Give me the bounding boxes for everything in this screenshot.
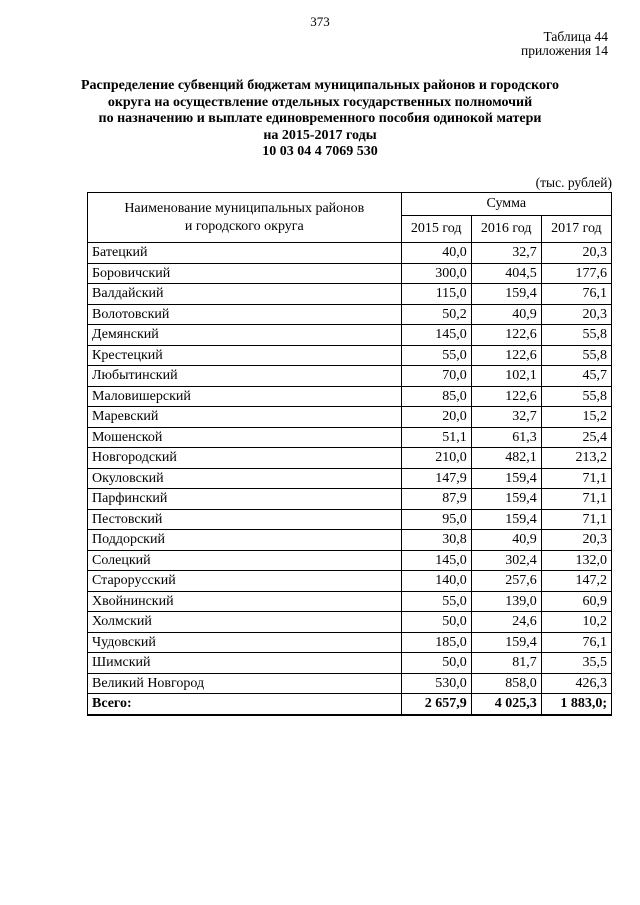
row-value-2017: 426,3	[541, 673, 611, 694]
row-value-2015: 20,0	[401, 407, 471, 428]
header-name-line1: Наименование муниципальных районов	[124, 200, 365, 216]
table-row	[88, 284, 612, 305]
subsidy-table	[87, 192, 612, 716]
row-name: Боровичский	[88, 263, 402, 284]
total-row	[88, 694, 612, 715]
row-value-2016: 257,6	[471, 571, 541, 592]
row-value-2017: 20,3	[541, 530, 611, 551]
title-line2: округа на осуществление отдельных государственных полномочий	[107, 94, 533, 110]
row-name: Батецкий	[88, 243, 402, 264]
row-value-2017: 147,2	[541, 571, 611, 592]
table-row	[88, 489, 612, 510]
row-value-2016: 139,0	[471, 591, 541, 612]
table-row	[88, 653, 612, 674]
row-value-2017: 60,9	[541, 591, 611, 612]
row-value-2016: 482,1	[471, 448, 541, 469]
row-value-2015: 30,8	[401, 530, 471, 551]
row-value-2015: 85,0	[401, 386, 471, 407]
table-row	[88, 591, 612, 612]
row-name: Любытинский	[88, 366, 402, 387]
table-row	[88, 530, 612, 551]
table-row	[88, 304, 612, 325]
row-value-2015: 530,0	[401, 673, 471, 694]
row-value-2015: 210,0	[401, 448, 471, 469]
row-name: Чудовский	[88, 632, 402, 653]
row-value-2016: 24,6	[471, 612, 541, 633]
row-value-2016: 32,7	[471, 407, 541, 428]
title-line3: по назначению и выплате единовременного пособия одинокой матери	[98, 111, 542, 126]
table-row	[88, 386, 612, 407]
row-value-2017: 45,7	[541, 366, 611, 387]
document-title	[40, 78, 600, 161]
title-line5: 10 03 04 4 7069 530	[262, 144, 378, 159]
table-row	[88, 427, 612, 448]
header-name	[88, 193, 402, 243]
row-value-2016: 102,1	[471, 366, 541, 387]
row-name: Шимский	[88, 653, 402, 674]
header-name-line2: и городского округа	[184, 218, 304, 234]
table-row	[88, 612, 612, 633]
row-name: Пестовский	[88, 509, 402, 530]
row-value-2017: 76,1	[541, 632, 611, 653]
table-row	[88, 632, 612, 653]
table-row	[88, 345, 612, 366]
table-row	[88, 243, 612, 264]
row-value-2017: 71,1	[541, 509, 611, 530]
row-value-2015: 145,0	[401, 550, 471, 571]
units-note: (тыс. рублей)	[535, 175, 612, 190]
row-value-2016: 122,6	[471, 345, 541, 366]
row-value-2017: 55,8	[541, 386, 611, 407]
row-value-2016: 858,0	[471, 673, 541, 694]
table-row	[88, 366, 612, 387]
header-year-2017: 2017 год	[541, 216, 611, 243]
row-name: Холмский	[88, 612, 402, 633]
row-value-2016: 159,4	[471, 509, 541, 530]
row-name: Маревский	[88, 407, 402, 428]
table-row	[88, 263, 612, 284]
row-value-2017: 76,1	[541, 284, 611, 305]
row-value-2017: 20,3	[541, 243, 611, 264]
table-label-line2: приложения 14	[520, 43, 608, 58]
row-value-2017: 213,2	[541, 448, 611, 469]
row-name: Крестецкий	[88, 345, 402, 366]
table-row	[88, 325, 612, 346]
row-value-2015: 147,9	[401, 468, 471, 489]
row-value-2016: 159,4	[471, 468, 541, 489]
row-value-2016: 159,4	[471, 489, 541, 510]
row-value-2015: 50,2	[401, 304, 471, 325]
total-label: Всего:	[88, 694, 402, 715]
row-value-2016: 159,4	[471, 632, 541, 653]
row-name: Волотовский	[88, 304, 402, 325]
row-value-2015: 70,0	[401, 366, 471, 387]
table-row	[88, 407, 612, 428]
row-name: Мошенской	[88, 427, 402, 448]
row-value-2015: 50,0	[401, 653, 471, 674]
row-name: Хвойнинский	[88, 591, 402, 612]
row-value-2015: 50,0	[401, 612, 471, 633]
row-value-2017: 71,1	[541, 468, 611, 489]
table-row	[88, 571, 612, 592]
table-label	[521, 30, 608, 58]
row-value-2017: 25,4	[541, 427, 611, 448]
row-value-2015: 95,0	[401, 509, 471, 530]
row-name: Поддорский	[88, 530, 402, 551]
title-line4: на 2015-2017 годы	[263, 127, 377, 143]
row-value-2016: 302,4	[471, 550, 541, 571]
row-value-2017: 55,8	[541, 345, 611, 366]
row-value-2015: 115,0	[401, 284, 471, 305]
row-value-2016: 32,7	[471, 243, 541, 264]
table-row	[88, 468, 612, 489]
table-label-line1: Таблица 44	[543, 29, 608, 44]
row-value-2016: 61,3	[471, 427, 541, 448]
row-name: Маловишерский	[88, 386, 402, 407]
row-value-2017: 35,5	[541, 653, 611, 674]
row-value-2017: 15,2	[541, 407, 611, 428]
row-value-2016: 122,6	[471, 325, 541, 346]
row-name: Новгородский	[88, 448, 402, 469]
title-line1: Распределение субвенций бюджетам муниципальных районов и городского	[80, 78, 559, 93]
row-value-2015: 185,0	[401, 632, 471, 653]
row-value-2016: 404,5	[471, 263, 541, 284]
row-value-2016: 40,9	[471, 530, 541, 551]
page-number: 373	[310, 14, 330, 29]
row-value-2016: 122,6	[471, 386, 541, 407]
row-value-2017: 10,2	[541, 612, 611, 633]
row-name: Окуловский	[88, 468, 402, 489]
table-header-row	[88, 193, 612, 216]
row-value-2015: 40,0	[401, 243, 471, 264]
header-year-2015: 2015 год	[401, 216, 471, 243]
row-value-2015: 55,0	[401, 345, 471, 366]
row-name: Парфинский	[88, 489, 402, 510]
row-value-2015: 145,0	[401, 325, 471, 346]
header-sum: Сумма	[401, 193, 611, 216]
row-name: Великий Новгород	[88, 673, 402, 694]
row-value-2015: 55,0	[401, 591, 471, 612]
row-value-2017: 132,0	[541, 550, 611, 571]
table-row	[88, 448, 612, 469]
row-name: Старорусский	[88, 571, 402, 592]
total-2016: 4 025,3	[471, 694, 541, 715]
table-body	[88, 243, 612, 694]
row-value-2016: 81,7	[471, 653, 541, 674]
row-value-2016: 40,9	[471, 304, 541, 325]
row-value-2017: 20,3	[541, 304, 611, 325]
total-2017: 1 883,0;	[541, 694, 611, 715]
row-value-2017: 71,1	[541, 489, 611, 510]
row-name: Солецкий	[88, 550, 402, 571]
row-name: Валдайский	[88, 284, 402, 305]
row-name: Демянский	[88, 325, 402, 346]
table-row	[88, 673, 612, 694]
total-2015: 2 657,9	[401, 694, 471, 715]
row-value-2015: 140,0	[401, 571, 471, 592]
row-value-2015: 87,9	[401, 489, 471, 510]
row-value-2016: 159,4	[471, 284, 541, 305]
row-value-2017: 55,8	[541, 325, 611, 346]
row-value-2015: 51,1	[401, 427, 471, 448]
table-row	[88, 509, 612, 530]
header-year-2016: 2016 год	[471, 216, 541, 243]
table-row	[88, 550, 612, 571]
row-value-2015: 300,0	[401, 263, 471, 284]
row-value-2017: 177,6	[541, 263, 611, 284]
